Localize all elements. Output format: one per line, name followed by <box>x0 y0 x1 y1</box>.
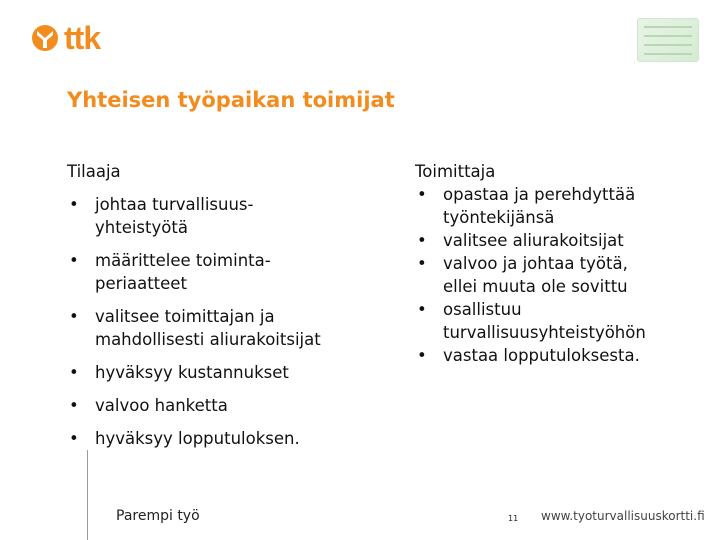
toimittaja-item-text: opastaa ja perehdyttää työntekijänsä <box>443 185 636 227</box>
bullet-icon: • <box>417 185 427 204</box>
bullet-icon: • <box>417 231 427 250</box>
slide-title: Yhteisen työpaikan toimijat <box>67 88 395 112</box>
toimittaja-item <box>415 344 715 367</box>
toimittaja-item-text: osallistuu turvallisuusyhteistyöhön <box>443 300 646 342</box>
toimittaja-item <box>415 298 715 344</box>
bullet-icon: • <box>417 254 427 273</box>
toimittaja-item <box>415 183 715 229</box>
bullet-icon: • <box>69 307 79 326</box>
tilaaja-item-text: valitsee toimittajan ja mahdollisesti aliurakoitsijat <box>95 307 321 349</box>
toimittaja-column <box>415 160 715 367</box>
tilaaja-list <box>67 193 387 450</box>
ttk-logo-icon <box>30 24 60 52</box>
toimittaja-item-text: vastaa lopputuloksesta. <box>443 346 640 365</box>
tilaaja-item <box>67 394 387 417</box>
footer-url: www.tyoturvallisuuskortti.fi <box>541 509 705 523</box>
bullet-icon: • <box>417 346 427 365</box>
certificate-badge-icon <box>637 18 699 62</box>
toimittaja-heading: Toimittaja <box>415 162 496 181</box>
toimittaja-item-text: valitsee aliurakoitsijat <box>443 231 624 250</box>
bullet-icon: • <box>69 429 79 448</box>
tilaaja-column <box>67 160 387 460</box>
tilaaja-item-text: johtaa turvallisuus- yhteistyötä <box>95 195 254 237</box>
footer-divider <box>87 450 88 540</box>
tilaaja-item <box>67 249 387 295</box>
tilaaja-item-text: hyväksyy lopputuloksen. <box>95 429 300 448</box>
toimittaja-item <box>415 252 715 298</box>
page-number: 11 <box>508 514 519 523</box>
bullet-icon: • <box>69 251 79 270</box>
tilaaja-item-text: määrittelee toiminta- periaatteet <box>95 251 271 293</box>
toimittaja-item-text: valvoo ja johtaa työtä, ellei muuta ole sovittu <box>443 254 628 296</box>
footer-tagline: Parempi työ <box>116 508 200 524</box>
toimittaja-item <box>415 229 715 252</box>
tilaaja-item <box>67 361 387 384</box>
ttk-logo <box>30 22 100 54</box>
tilaaja-item-text: valvoo hanketta <box>95 396 228 415</box>
tilaaja-item-text: hyväksyy kustannukset <box>95 363 289 382</box>
tilaaja-heading: Tilaaja <box>67 162 121 181</box>
tilaaja-item <box>67 193 387 239</box>
bullet-icon: • <box>69 396 79 415</box>
bullet-icon: • <box>69 195 79 214</box>
bullet-icon: • <box>417 300 427 319</box>
bullet-icon: • <box>69 363 79 382</box>
tilaaja-item <box>67 427 387 450</box>
toimittaja-list <box>415 183 715 367</box>
tilaaja-item <box>67 305 387 351</box>
ttk-logo-text: ttk <box>64 20 101 56</box>
